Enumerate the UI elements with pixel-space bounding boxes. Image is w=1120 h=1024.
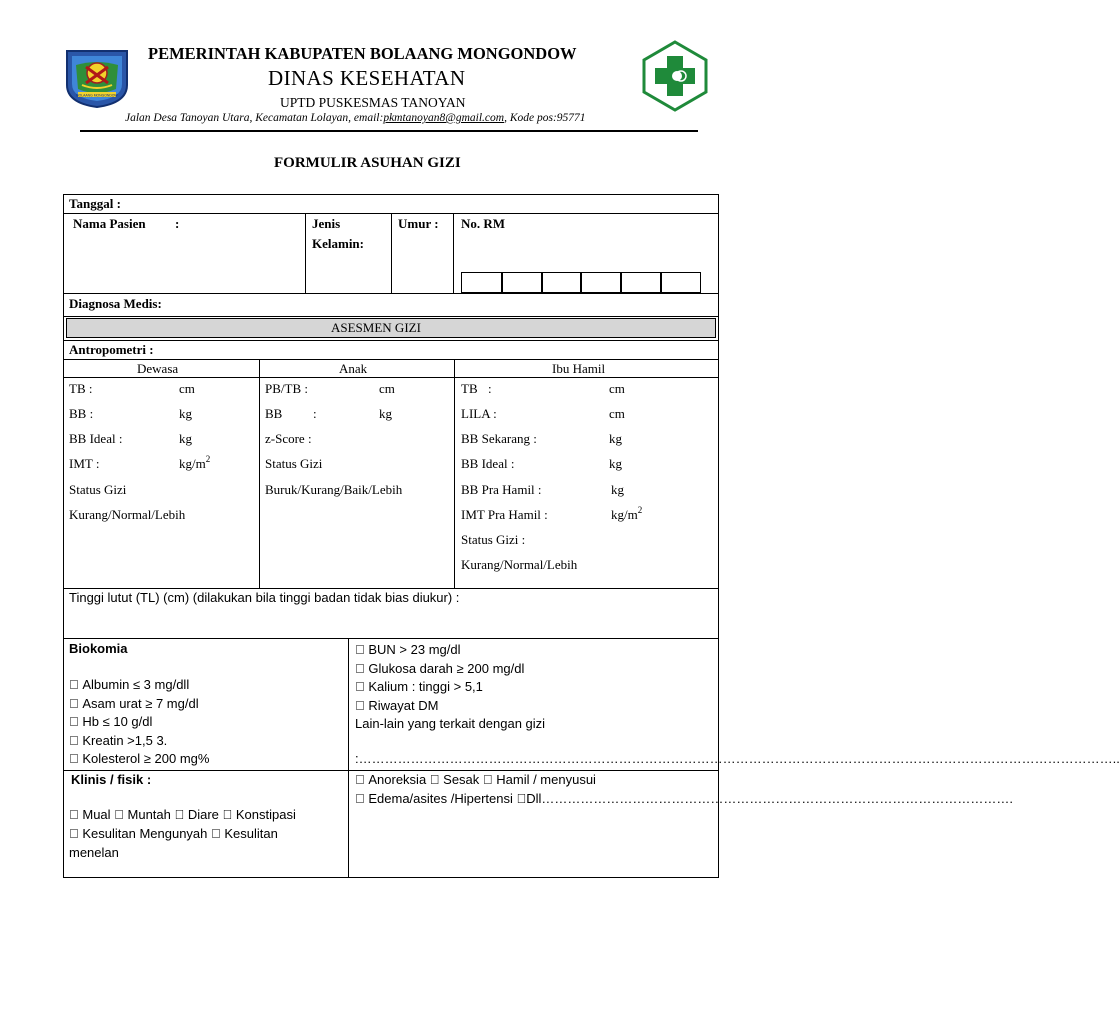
form-title: FORMULIR ASUHAN GIZI <box>274 155 461 171</box>
section-title: ASESMEN GIZI <box>331 320 421 335</box>
biokimia-riwayat-dm-option[interactable]: Riwayat DM <box>355 697 426 713</box>
klinis-left-line-2[interactable]: Kesulitan Mengunyah Kesulitan <box>69 826 252 841</box>
jenis-kelamin-label-2: Kelamin: <box>312 236 364 251</box>
ibu-bb-ideal[interactable]: BB Ideal : <box>461 456 515 471</box>
rule <box>63 770 719 771</box>
anak-bb[interactable]: BB <box>265 406 283 421</box>
jenis-kelamin-label[interactable]: Jenis <box>312 216 341 231</box>
dewasa-status-gizi: Status Gizi <box>69 482 127 497</box>
ibu-lila[interactable]: LILA : <box>461 406 497 421</box>
biokimia-glukosa-option[interactable]: Glukosa darah ≥ 200 mg/dl <box>355 660 511 676</box>
rule <box>63 359 719 360</box>
tinggi-lutut-label[interactable]: Tinggi lutut (TL) (cm) (dilakukan bila tinggi badan tidak bias diukur) : <box>69 590 460 605</box>
biokimia-right-list <box>355 641 545 734</box>
biokimia-asam-urat-option[interactable]: Asam urat ≥ 7 mg/dl <box>69 695 186 711</box>
umur-label[interactable]: Umur : <box>398 216 439 231</box>
header-line-1: PEMERINTAH KABUPATEN BOLAANG MONGONDOW <box>148 44 577 63</box>
rm-digit-box[interactable] <box>461 272 503 293</box>
biokimia-lain-lain-dots[interactable]: :………………………………………………………………………………………………………………………………………………………….. <box>355 751 1120 766</box>
rule <box>63 340 719 341</box>
biokimia-hb-option[interactable]: Hb ≤ 10 g/dl <box>69 714 140 729</box>
rule <box>305 213 306 293</box>
biokimia-left-list <box>69 676 209 769</box>
rule <box>63 377 719 378</box>
ibu-status-options[interactable]: Kurang/Normal/Lebih <box>461 557 578 572</box>
column-ibu-hamil: Ibu Hamil <box>552 361 606 376</box>
tanggal-label[interactable]: Tanggal : <box>69 196 121 211</box>
logo-right <box>641 40 709 112</box>
rm-digit-box[interactable] <box>660 272 701 293</box>
ibu-bb-pra-hamil-unit: kg <box>611 482 624 497</box>
rule <box>453 213 454 293</box>
ibu-tb[interactable]: TB <box>461 381 478 396</box>
rule <box>348 638 349 878</box>
biokimia-albumin-option[interactable]: Albumin ≤ 3 mg/dll <box>69 677 176 692</box>
biokimia-lain-lain-label: Lain-lain yang terkait dengan gizi <box>355 716 546 731</box>
ibu-bb-ideal-unit: kg <box>609 456 622 471</box>
biokimia-title: Biokomia <box>69 641 128 656</box>
anak-bb-colon: : <box>313 406 317 421</box>
logo-left-label: BOLAANG MONGONDOW <box>76 93 118 98</box>
dewasa-bb-unit: kg <box>179 406 192 421</box>
ibu-imt-pra-hamil-unit: $kg/m^2$ <box>611 505 643 522</box>
anak-bb-unit: kg <box>379 406 392 421</box>
rm-digit-box[interactable] <box>541 272 582 293</box>
header-line-3: UPTD PUSKESMAS TANOYAN <box>280 95 466 110</box>
dewasa-imt-unit: $kg/m^2$ <box>179 454 211 471</box>
anak-pbtb[interactable]: PB/TB : <box>265 381 308 396</box>
nama-pasien-label[interactable]: Nama Pasien <box>73 216 146 231</box>
anak-status-gizi: Status Gizi <box>265 456 323 471</box>
dewasa-tb[interactable]: TB : <box>69 381 93 396</box>
logo-left <box>64 47 130 109</box>
header-line-2: DINAS KESEHATAN <box>268 66 466 90</box>
antropometri-label: Antropometri : <box>69 342 154 357</box>
ibu-bb-sekarang[interactable]: BB Sekarang : <box>461 431 537 446</box>
anak-status-options[interactable]: Buruk/Kurang/Baik/Lebih <box>265 482 403 497</box>
klinis-left-line-1[interactable]: Mual Muntah Diare Konstipasi <box>69 807 243 822</box>
dewasa-status-options[interactable]: Kurang/Normal/Lebih <box>69 507 186 522</box>
email-link[interactable]: pkmtanoyan8@gmail.com <box>383 112 505 124</box>
dewasa-imt-unit-text: kg/m <box>179 456 206 471</box>
no-rm-label[interactable]: No. RM <box>461 216 506 231</box>
nama-pasien-colon: : <box>175 216 180 231</box>
klinis-left-line-3: menelan <box>69 845 119 860</box>
column-dewasa: Dewasa <box>137 361 179 376</box>
ibu-tb-colon: : <box>488 381 492 396</box>
ibu-imt-unit-text: kg/m <box>611 507 638 522</box>
header-divider <box>80 130 698 132</box>
biokimia-kolesterol-option[interactable]: Kolesterol ≥ 200 mg% <box>69 751 197 766</box>
klinis-title: Klinis / fisik : <box>71 772 152 787</box>
biokimia-bun-option[interactable]: BUN > 23 mg/dl <box>355 642 448 657</box>
rm-digit-box[interactable] <box>501 272 543 293</box>
klinis-right-line-1[interactable]: Anoreksia Sesak Hamil / menyusui <box>355 772 556 787</box>
biokimia-kreatin-option[interactable]: Kreatin >1,5 3. <box>69 732 154 748</box>
ibu-tb-unit: cm <box>609 381 625 396</box>
dewasa-bb[interactable]: BB : <box>69 406 94 421</box>
dewasa-bb-ideal[interactable]: BB Ideal : <box>69 431 123 446</box>
rule <box>63 293 719 294</box>
anak-pbtb-unit: cm <box>379 381 395 396</box>
rule <box>454 359 455 588</box>
ibu-bb-sekarang-unit: kg <box>609 431 622 446</box>
rule <box>63 316 719 317</box>
biokimia-kalium-option[interactable]: Kalium : tinggi > 5,1 <box>355 679 470 694</box>
dewasa-bb-ideal-unit: kg <box>179 431 192 446</box>
rule <box>63 638 719 639</box>
ibu-imt-pra-hamil[interactable]: IMT Pra Hamil : <box>461 507 548 522</box>
column-anak: Anak <box>339 361 368 376</box>
header-address <box>125 112 586 124</box>
rule <box>391 213 392 293</box>
address-suffix: , Kode pos:95771 <box>504 112 586 124</box>
rm-digit-box[interactable] <box>620 272 662 293</box>
diagnosa-label[interactable]: Diagnosa Medis: <box>69 296 162 311</box>
ibu-bb-pra-hamil[interactable]: BB Pra Hamil : <box>461 482 542 497</box>
ibu-lila-unit: cm <box>609 406 625 421</box>
anak-zscore[interactable]: z-Score : <box>265 431 312 446</box>
rm-digit-box[interactable] <box>580 272 622 293</box>
rule <box>63 588 719 589</box>
address-prefix: Jalan Desa Tanoyan Utara, Kecamatan Lolayan, email: <box>125 112 384 124</box>
ibu-status-gizi: Status Gizi : <box>461 532 526 547</box>
dewasa-tb-unit: cm <box>179 381 195 396</box>
klinis-right-line-2[interactable]: Edema/asites /Hipertensi Dll………………………………………………………………………………………………. <box>355 791 990 806</box>
rule <box>259 359 260 588</box>
dewasa-imt[interactable]: IMT : <box>69 456 100 471</box>
